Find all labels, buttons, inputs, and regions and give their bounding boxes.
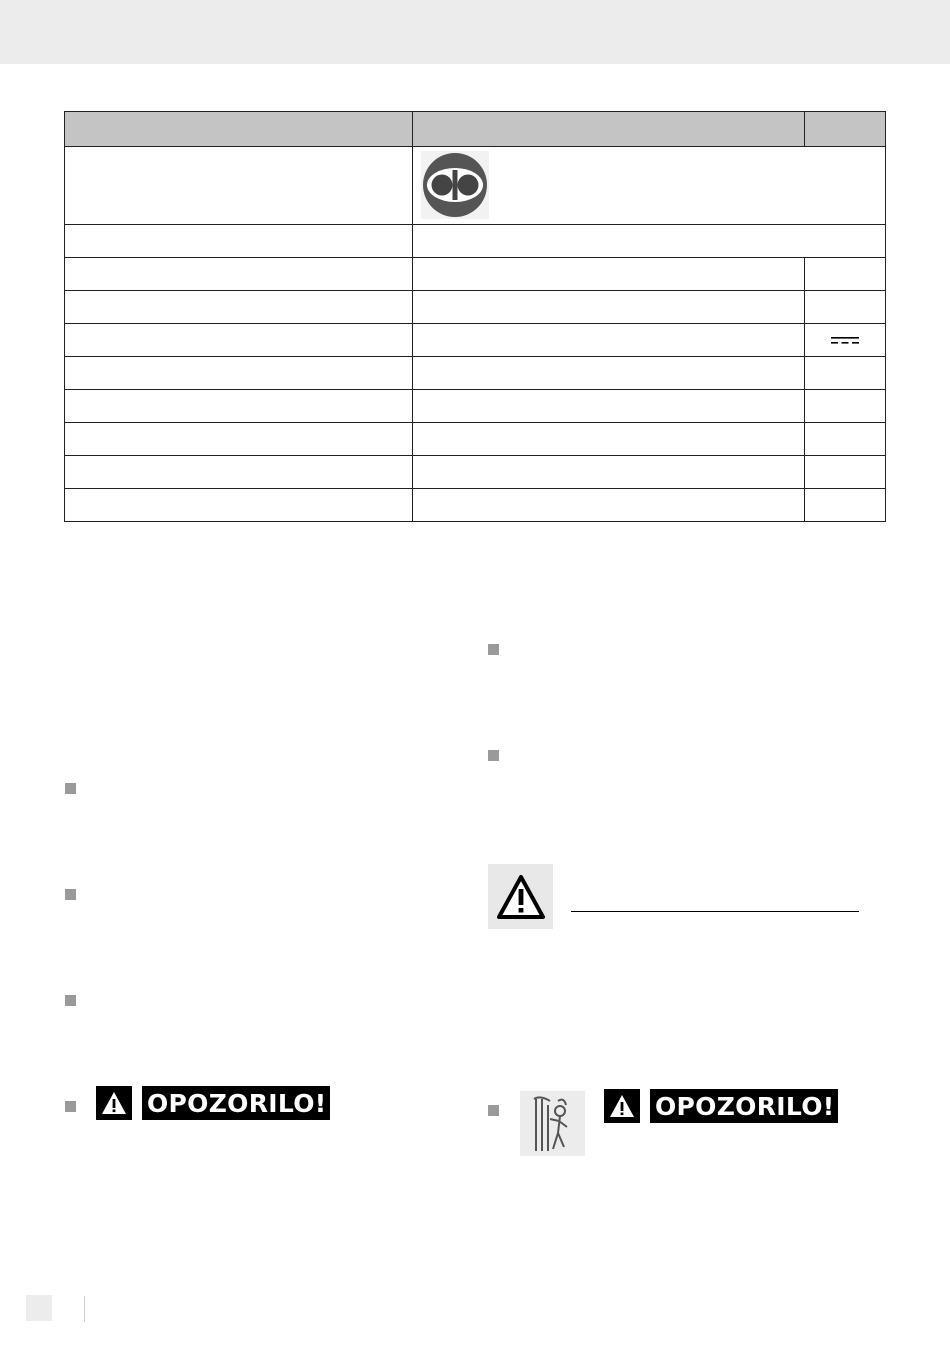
table-cell: [804, 258, 885, 291]
table-cell: [413, 423, 804, 456]
table-header-cell: [65, 112, 413, 147]
table-row: [65, 489, 886, 522]
warning-badge-right: [604, 1089, 838, 1123]
table-cell: [804, 423, 885, 456]
list-bullet: [65, 995, 76, 1006]
table-row: [65, 147, 886, 225]
table-row: [65, 390, 886, 423]
warning-triangle-icon: [604, 1089, 640, 1123]
direct-current-icon: [830, 335, 860, 345]
table-row: [65, 291, 886, 324]
table-cell: [413, 456, 804, 489]
list-bullet: [488, 1105, 499, 1116]
table-cell: [65, 357, 413, 390]
table-row: [65, 225, 886, 258]
table-header-row: [65, 112, 886, 147]
table-cell: [413, 324, 804, 357]
footer-divider: [84, 1296, 85, 1322]
page-header-band: [0, 0, 950, 64]
caution-underline: [571, 911, 859, 912]
table-cell: [804, 357, 885, 390]
table-header-cell: [804, 112, 885, 147]
table-cell: [65, 324, 413, 357]
table-row: [65, 324, 886, 357]
list-bullet: [488, 750, 499, 761]
table-cell: [65, 423, 413, 456]
table-header-cell: [413, 112, 804, 147]
table-cell: [413, 291, 804, 324]
table-cell: [65, 456, 413, 489]
table-row: [65, 258, 886, 291]
table-cell: [65, 258, 413, 291]
table-cell: [65, 291, 413, 324]
warning-triangle-icon: [496, 874, 546, 920]
child-pictogram-icon: [520, 1091, 585, 1156]
warning-label: OPOZORILO!: [142, 1086, 330, 1120]
table-cell: [413, 357, 804, 390]
list-bullet: [65, 783, 76, 794]
specifications-table: [64, 111, 886, 522]
table-cell: [65, 390, 413, 423]
warning-badge-left: [96, 1086, 330, 1120]
list-bullet: [488, 644, 499, 655]
table-cell: [804, 324, 885, 357]
table-cell: [65, 147, 413, 225]
table-cell: [804, 456, 885, 489]
child-safety-pictogram: [520, 1091, 585, 1156]
caution-symbol: [488, 864, 553, 929]
warning-triangle-icon: [96, 1086, 132, 1120]
table-cell: [65, 225, 413, 258]
table-cell: [804, 390, 885, 423]
list-bullet: [65, 889, 76, 900]
page-number-box: [26, 1295, 52, 1321]
warning-label: OPOZORILO!: [650, 1089, 838, 1123]
table-cell: [413, 225, 886, 258]
table-cell: [413, 147, 886, 225]
table-cell: [804, 489, 885, 522]
table-cell: [413, 489, 804, 522]
table-row: [65, 456, 886, 489]
list-bullet: [65, 1101, 76, 1112]
table-row: [65, 357, 886, 390]
table-cell: [413, 258, 804, 291]
table-row: [65, 423, 886, 456]
table-cell: [413, 390, 804, 423]
table-cell: [65, 489, 413, 522]
circle-dots-logo-icon: [421, 151, 489, 219]
table-cell: [804, 291, 885, 324]
